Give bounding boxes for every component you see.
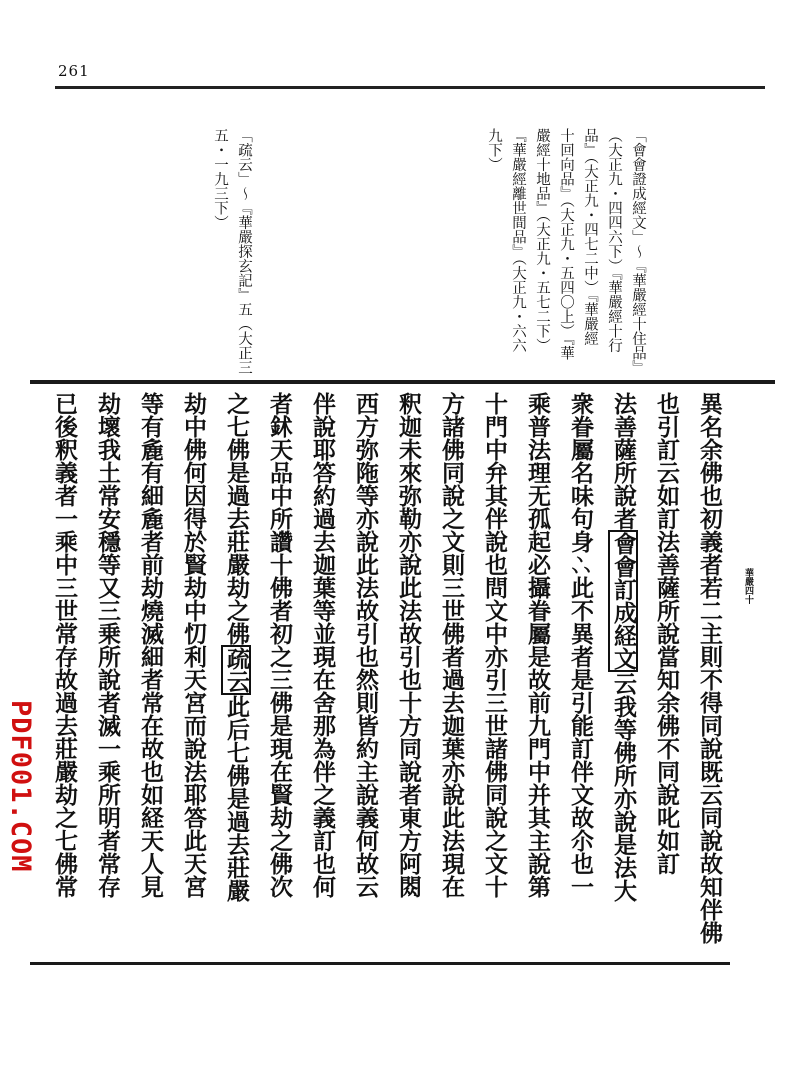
text-column: 劫壞我土常安穩等又三乗所說者滅一乘所明者常存 xyxy=(94,392,120,898)
page-number: 261 xyxy=(58,62,90,80)
text-segment: 此后七佛是過去莊嚴 xyxy=(223,695,249,902)
watermark: PDF001.COM xyxy=(5,700,36,873)
text-column: 也引訂云如訂法善薩所說當知余佛不同說叱如訂 xyxy=(653,392,679,875)
note-line: （大正九・四四六下）『華嚴經十行 xyxy=(606,128,622,353)
boxed-citation: 會會訂成経文 xyxy=(610,532,636,670)
text-column: 乘普法理无孤起必攝眷屬是故前九門中并其主說第 xyxy=(524,392,550,898)
text-column: 衆眷屬名味句身𠁼此不異者是引能訂伴文故尒也一 xyxy=(567,392,593,898)
text-column: 釈迦未來弥勒亦說此法故引也十方同說者東方阿閦 xyxy=(395,392,421,898)
text-column: 劫中佛何因得於賢劫中忉利天宮而說法耶答此天宮 xyxy=(180,392,206,898)
boxed-citation: 疏云 xyxy=(223,647,249,693)
note-line: 品』（大正九・四七二中）『華嚴經 xyxy=(582,128,598,346)
footnotes-right xyxy=(480,128,650,388)
note-line: 『華嚴經離世間品』（大正九・六六 xyxy=(510,128,526,353)
note-line: 十回向品』（大正九・五四〇上）『華 xyxy=(558,128,574,360)
header-rule xyxy=(55,86,765,89)
note-line: 九下） xyxy=(486,128,502,172)
text-column: 方諸佛同說之文則三世佛者過去迦葉亦說此法現在 xyxy=(438,392,464,898)
text-column xyxy=(214,392,257,958)
footnotes-left xyxy=(200,128,256,388)
text-column: 伴說耶答約過去迦葉等並現在舍那為伴之義訂也何 xyxy=(309,392,335,898)
note-line: 五・一九三下） xyxy=(212,128,228,230)
manuscript-text xyxy=(40,392,730,958)
manuscript-bottom-border xyxy=(30,962,730,965)
text-column: 者鉥天品中所讚十佛者初之三佛是現在賢劫之佛次 xyxy=(266,392,292,898)
note-line: 「疏云」〜『華嚴探玄記』五（大正三 xyxy=(236,128,252,375)
text-column: 十門中弁其伴說也問文中亦引三世諸佛同說之文十 xyxy=(481,392,507,898)
note-line: 「會會證成經文」〜『華嚴經十住品』 xyxy=(630,128,646,375)
note-line: 嚴經十地品』（大正九・五七二下） xyxy=(534,128,550,353)
text-column xyxy=(601,392,644,958)
text-column: 西方弥陁等亦說此法故引也然則皆約主說義何故云 xyxy=(352,392,378,898)
text-segment: 之七佛是過去莊嚴劫之佛 xyxy=(223,392,249,645)
text-column: 等有麁有細麁者前劫燒滅細者常在故也如経天人見 xyxy=(137,392,163,898)
marginal-stamp: 華嚴四十 xyxy=(743,568,753,604)
text-segment: 云我等佛所亦說是法大 xyxy=(610,672,636,902)
manuscript-top-border xyxy=(30,380,775,384)
text-segment: 法善薩所說者 xyxy=(610,392,636,530)
text-column: 已後釈義者一乘中三世常存故過去莊嚴劫之七佛常 xyxy=(51,392,77,898)
text-column: 異名余佛也初義者若二主則不得同說既云同說故知伴佛 xyxy=(696,392,722,944)
